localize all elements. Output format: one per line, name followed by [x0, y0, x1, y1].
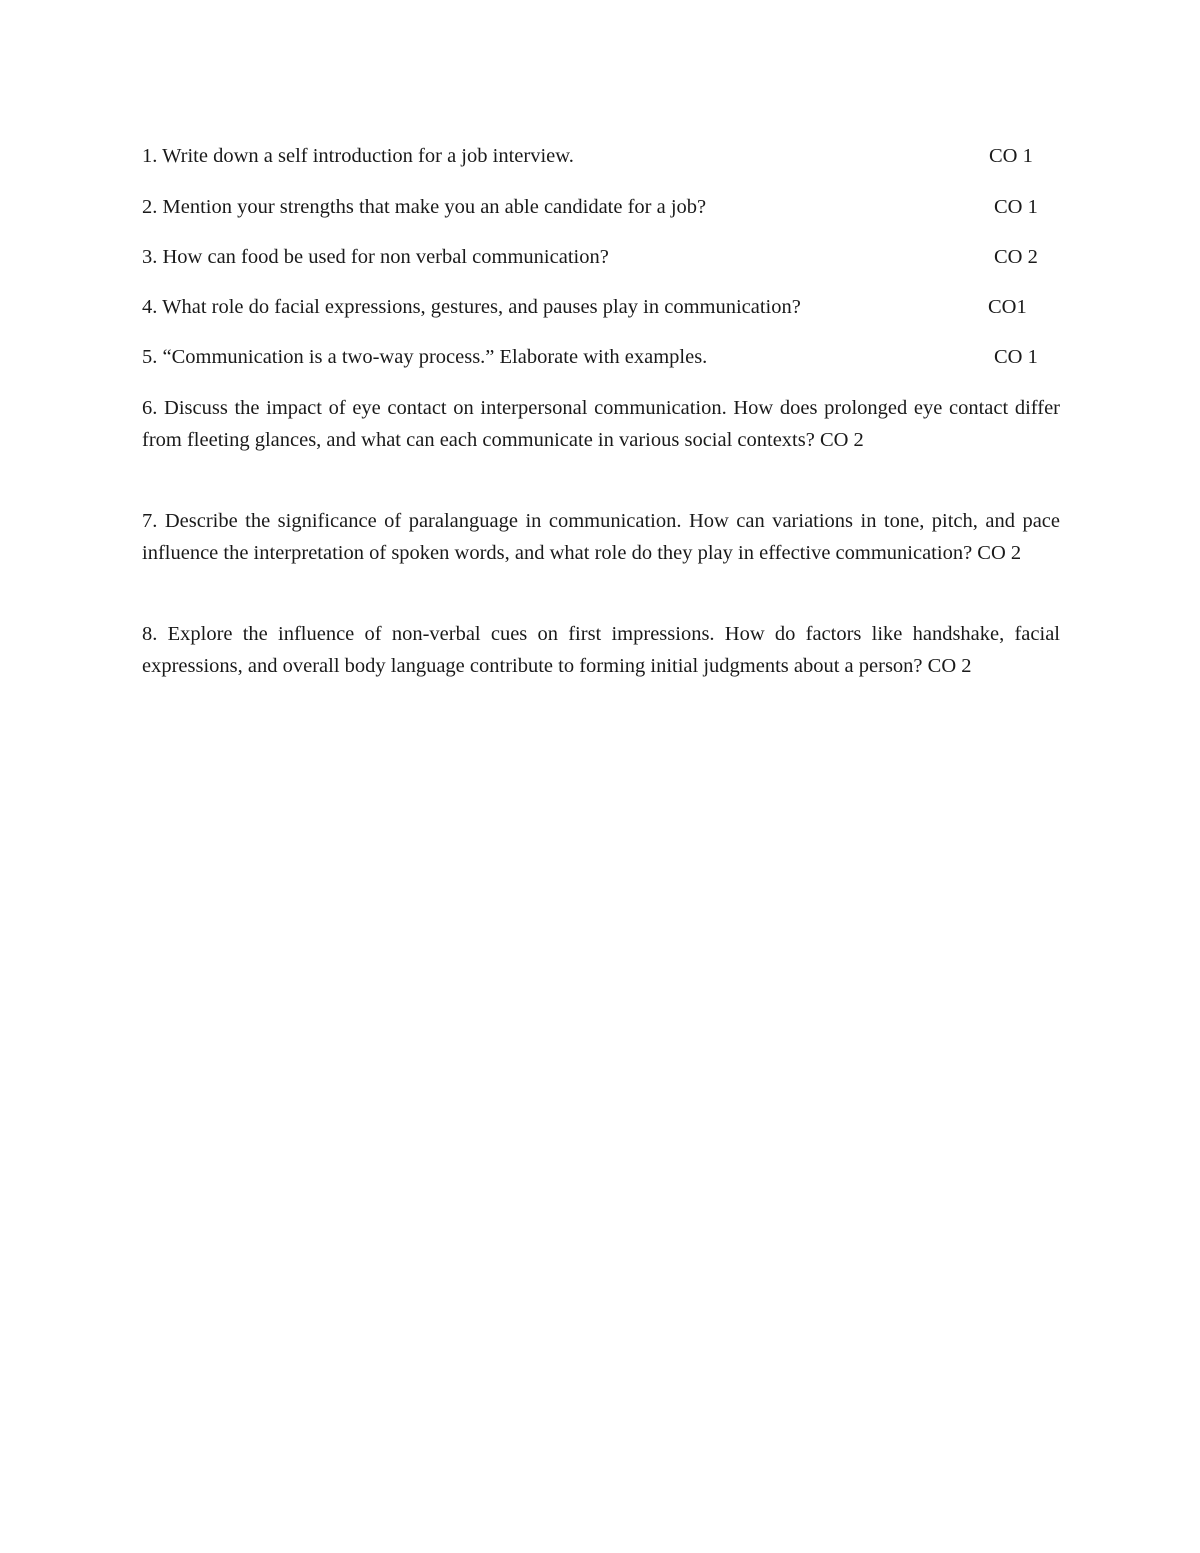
course-outcome-label: CO 2 [994, 246, 1038, 268]
question-7: 7. Describe the significance of paralanguage in communication. How can variations in tone, pitch, and pace influence the interpretation of spoken words, and what role do they play in effective communication? CO 2 [142, 510, 1060, 564]
question-6: 6. Discuss the impact of eye contact on interpersonal communication. How does prolonged eye contact differ from fleeting glances, and what can each communicate in various social contexts? CO 2 [142, 397, 1060, 451]
course-outcome-label: CO 1 [994, 346, 1038, 368]
question-3 [142, 242, 1060, 272]
question-text: 4. What role do facial expressions, gestures, and pauses play in communication? [142, 296, 801, 318]
course-outcome-label: CO1 [988, 296, 1027, 318]
question-4 [142, 292, 1060, 322]
question-2 [142, 192, 1060, 222]
question-5 [142, 342, 1060, 372]
question-text: 5. “Communication is a two-way process.” Elaborate with examples. [142, 346, 708, 368]
question-1 [142, 141, 1060, 171]
question-text: 1. Write down a self introduction for a job interview. [142, 145, 574, 167]
question-text: 2. Mention your strengths that make you an able candidate for a job? [142, 196, 707, 218]
question-text: 3. How can food be used for non verbal communication? [142, 246, 609, 268]
course-outcome-label: CO 1 [994, 196, 1038, 218]
question-8: 8. Explore the influence of non-verbal cues on first impressions. How do factors like handshake, facial expressions, and overall body language contribute to forming initial judgments about a person? CO 2 [142, 623, 1060, 677]
course-outcome-label: CO 1 [989, 145, 1033, 167]
